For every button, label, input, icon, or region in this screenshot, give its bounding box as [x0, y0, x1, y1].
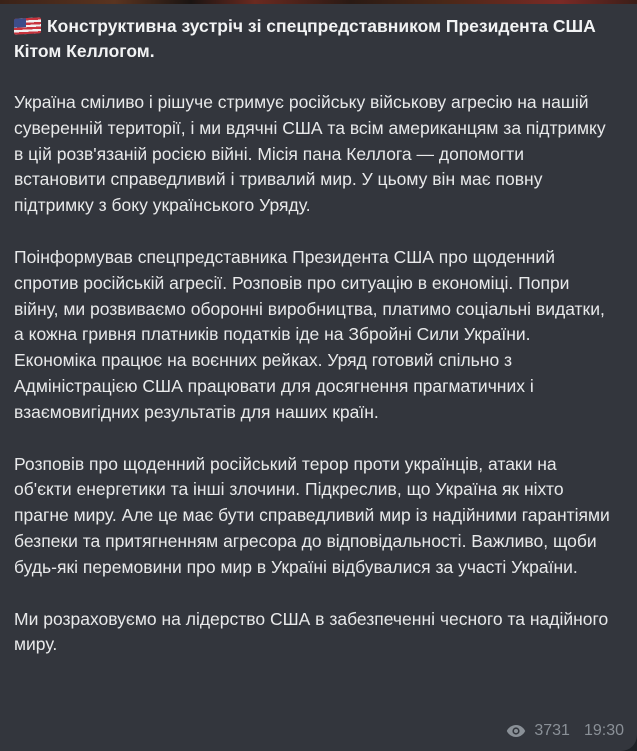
message-time: 19:30: [583, 722, 624, 739]
paragraph-1: Україна сміливо і рішуче стримує російську військову агресію на нашій суверенній території, і ми вдячні США та всім американцям за підтримку в цій розв'язаній росією війні. Місія пана Келлога — допомогти встановити справедливий і тривалий мир. У цьому він має повну підтримку з боку українського Уряду.: [14, 92, 606, 216]
message-meta: [506, 722, 624, 740]
message-bubble: [0, 4, 637, 751]
paragraph-2: Поінформував спецпредставника Президента США про щоденний спротив російській агресії. Розповів про ситуацію в економіці. Попри війну, ми розвиваємо оборонні виробництва, платимо соціальні видатки, а кожна гривня платників податків іде на Збройні Сили України. Економіка працює на воєнних рейках. Уряд готовий спільно з Адміністрацією США працювати для досягнення прагматичних і взаємовигідних результатів для наших країн.: [14, 246, 605, 422]
eye-icon: [506, 724, 526, 738]
paragraph-3: Розповів про щоденний російський терор проти українців, атаки на об'єкти енергетики та інші злочини. Підкреслив, що Україна як ніхто прагне миру. Але це має бути справедливий мир із надійними гарантіями безпеки та притягненням агресора до відповідальності. Важливо, щоби будь-які перемовини про мир в Україні відбувалися за участі України.: [14, 453, 610, 577]
view-count: 3731: [534, 722, 570, 739]
post-title: [14, 14, 611, 64]
paragraph-4: Ми розраховуємо на лідерство США в забезпеченні чесного та надійного миру.: [14, 608, 609, 655]
post-title-text: Конструктивна зустріч зі спецпредставником Президента США Кітом Келлогом.: [14, 16, 596, 61]
us-flag-icon: [14, 17, 41, 34]
